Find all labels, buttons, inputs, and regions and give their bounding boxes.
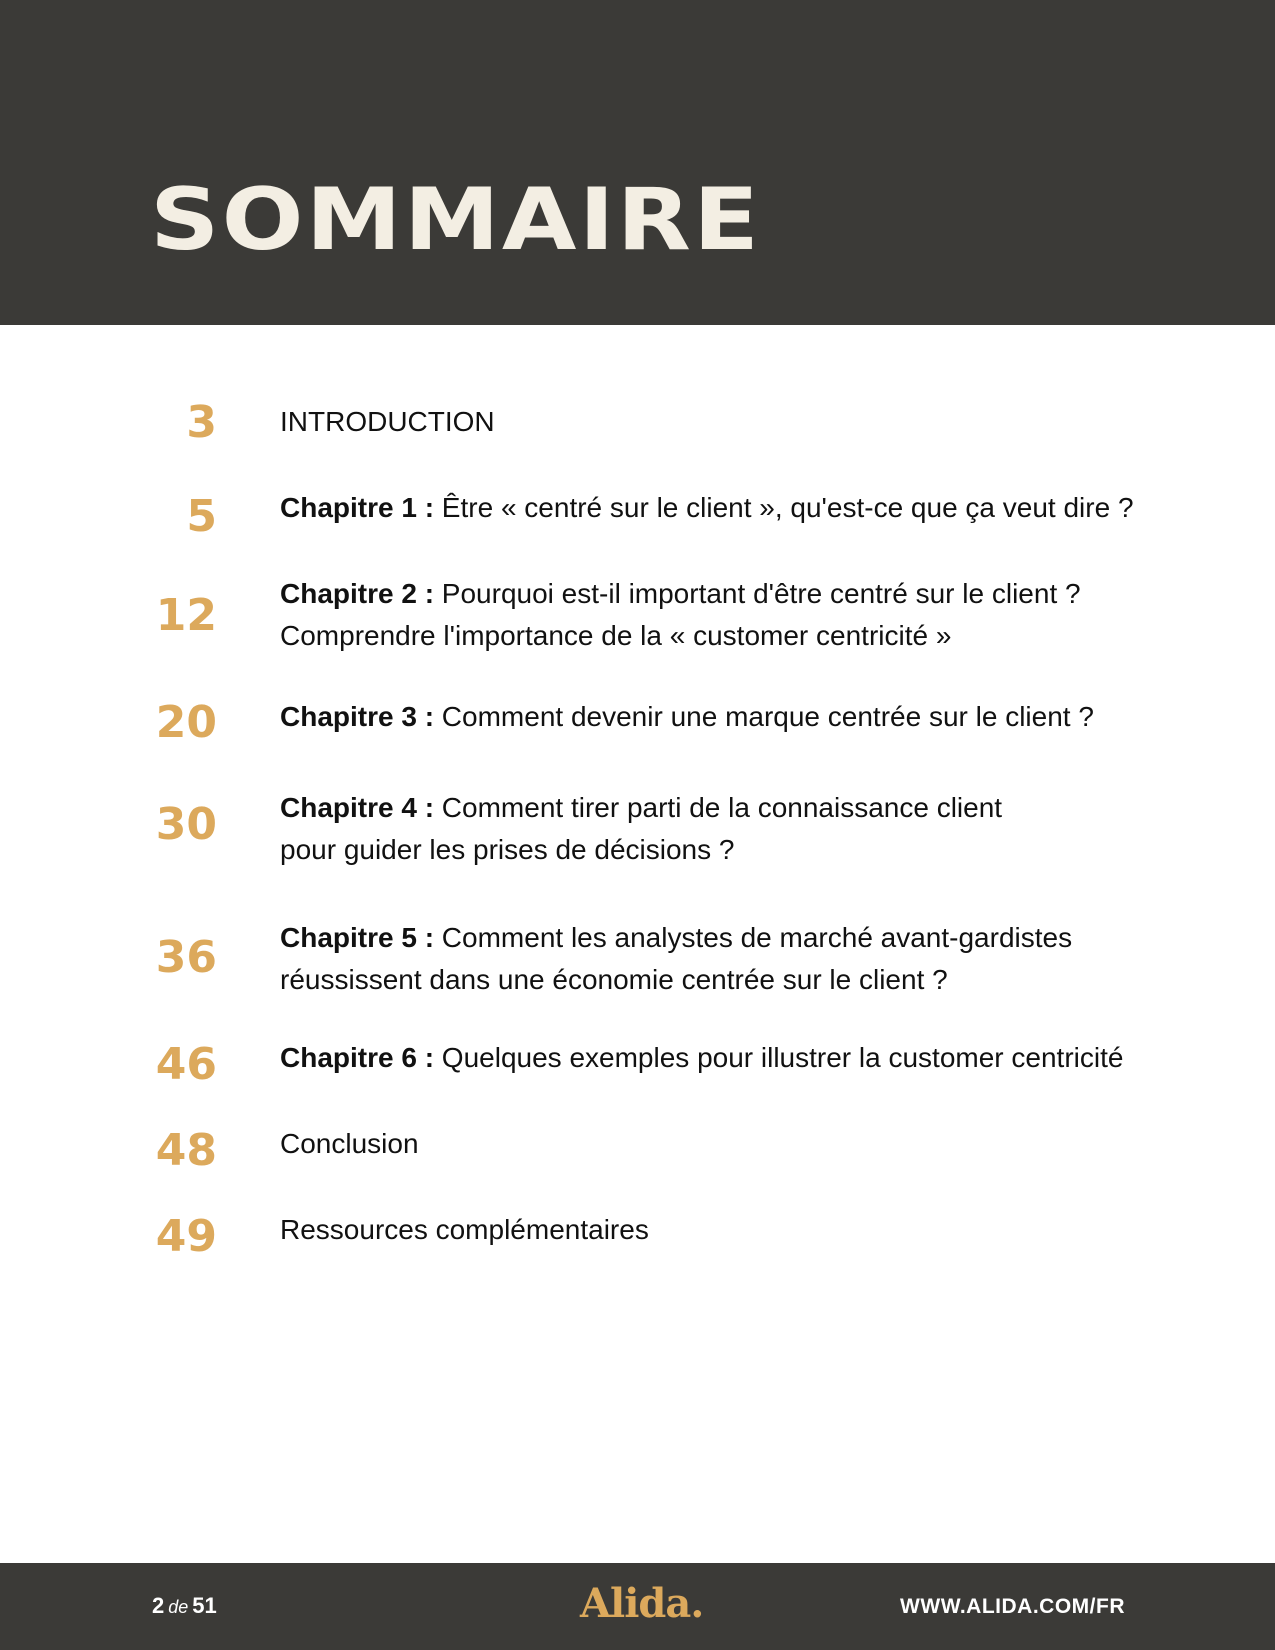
- toc-page-number: 48: [155, 1125, 217, 1176]
- toc-chapter-label: Chapitre 3 :: [280, 701, 435, 732]
- alida-logo[interactable]: Alida.: [580, 1580, 704, 1627]
- toc-chapter-label: Chapitre 6 :: [280, 1042, 435, 1073]
- page-separator: de: [168, 1597, 189, 1617]
- toc-page-number: 30: [155, 799, 217, 850]
- toc-page-number: 12: [155, 590, 217, 641]
- toc-label: [280, 1209, 1160, 1251]
- toc-label: [280, 787, 1160, 871]
- toc-title-line2: Comprendre l'importance de la « customer centricité »: [280, 620, 952, 651]
- toc-chapter-label: Chapitre 1 :: [280, 492, 435, 523]
- toc-page-number: 20: [155, 697, 217, 748]
- toc-page-number: 5: [186, 491, 217, 542]
- toc-label: [280, 1037, 1160, 1079]
- toc-page-number: 49: [155, 1211, 217, 1262]
- toc-title-line1: Comment devenir une marque centrée sur le client ?: [434, 701, 1094, 732]
- toc-title-line1: Être « centré sur le client », qu'est-ce que ça veut dire ?: [434, 492, 1134, 523]
- header-band: [0, 0, 1275, 325]
- toc-chapter-label: Chapitre 2 :: [280, 578, 435, 609]
- toc-title-line1: Comment les analystes de marché avant-gardistes: [434, 922, 1073, 953]
- toc-title-line1: Conclusion: [280, 1128, 419, 1159]
- toc-page-number: 36: [155, 932, 217, 983]
- page-current: 2: [152, 1593, 165, 1618]
- toc-label: [280, 917, 1160, 1001]
- toc-label: [280, 1123, 1160, 1165]
- toc-title-line1: Ressources complémentaires: [280, 1214, 649, 1245]
- page-counter: [152, 1591, 217, 1622]
- website-link[interactable]: WWW.ALIDA.COM/FR: [900, 1595, 1125, 1618]
- toc-title-line1: Pourquoi est-il important d'être centré sur le client ?: [434, 578, 1081, 609]
- footer-band: [0, 1563, 1275, 1650]
- toc-title-line1: Comment tirer parti de la connaissance client: [434, 792, 1003, 823]
- toc-title-line1: INTRODUCTION: [280, 406, 495, 437]
- toc-label: [280, 401, 1160, 443]
- toc-chapter-label: Chapitre 5 :: [280, 922, 435, 953]
- toc-title-line2: réussissent dans une économie centrée sur le client ?: [280, 964, 948, 995]
- toc-label: [280, 573, 1160, 657]
- toc-title-line2: pour guider les prises de décisions ?: [280, 834, 735, 865]
- toc-label: [280, 696, 1160, 738]
- toc-chapter-label: Chapitre 4 :: [280, 792, 435, 823]
- page-total: 51: [192, 1593, 217, 1618]
- toc-title-line1: Quelques exemples pour illustrer la customer centricité: [434, 1042, 1124, 1073]
- toc-page-number: 46: [155, 1039, 217, 1090]
- toc-label: [280, 487, 1160, 529]
- page-title: SOMMAIRE: [150, 170, 762, 270]
- toc-page-number: 3: [186, 397, 217, 448]
